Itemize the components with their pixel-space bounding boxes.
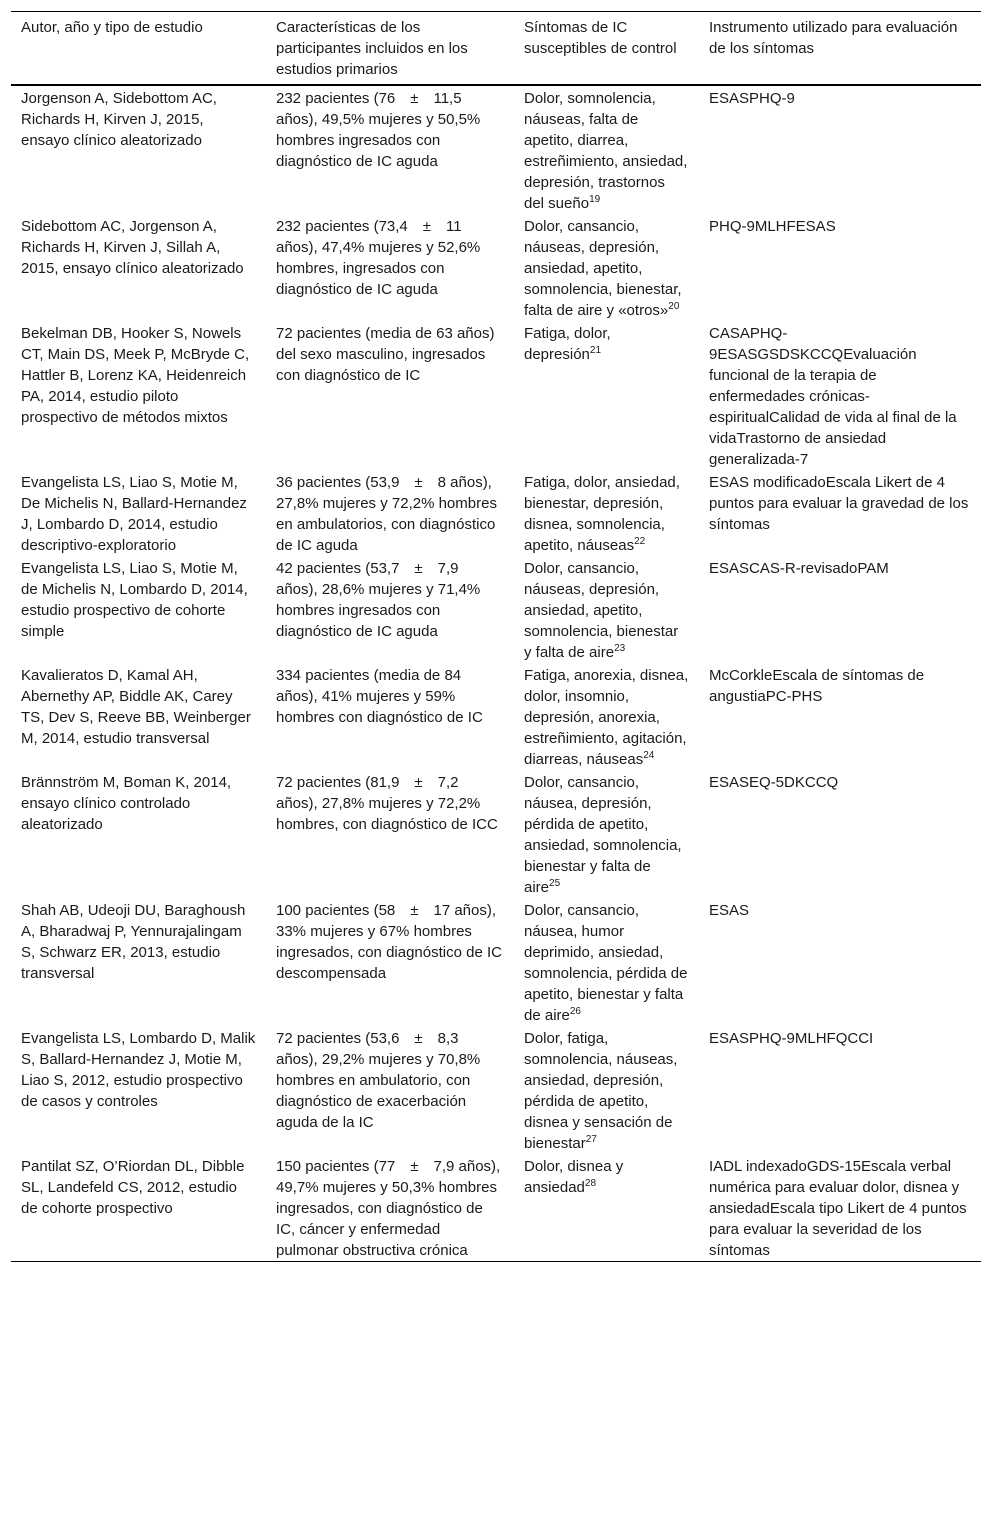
cell-instrument [699, 1026, 981, 1154]
reference-number: 27 [585, 1134, 597, 1145]
cell-text-participants: 36 pacientes (53,9 ± 8 años), 27,8% mujeres y 72,2% hombres en ambulatorios, con diagnóstico de IC aguda [276, 474, 497, 554]
table-row [11, 85, 981, 214]
cell-text-symptoms: Dolor, cansancio, náusea, depresión, pérdida de apetito, ansiedad, somnolencia, bienestar y falta de aire [524, 774, 682, 896]
cell-participants [266, 321, 514, 470]
cell-author [11, 321, 266, 470]
cell-text-instrument: McCorkleEscala de síntomas de angustiaPC-PHS [709, 667, 925, 705]
cell-text-symptoms: Dolor, somnolencia, náuseas, falta de apetito, diarrea, estreñimiento, ansiedad, depresión, trastornos del sueño [524, 90, 688, 212]
table-row [11, 556, 981, 663]
cell-instrument [699, 1154, 981, 1262]
cell-text-participants: 72 pacientes (53,6 ± 8,3 años), 29,2% mujeres y 70,8% hombres en ambulatorio, con diagnóstico de exacerbación aguda de la IC [276, 1030, 481, 1131]
cell-author [11, 556, 266, 663]
table-row [11, 770, 981, 898]
cell-author [11, 214, 266, 321]
cell-text-participants: 150 pacientes (77 ± 7,9 años), 49,7% mujeres y 50,3% hombres ingresados, con diagnóstico de IC, cáncer y enfermedad pulmonar obstructiva crónica [276, 1158, 501, 1259]
reference-number: 25 [549, 878, 561, 889]
cell-text-author: Evangelista LS, Liao S, Motie M, de Michelis N, Lombardo D, 2014, estudio prospectivo de cohorte simple [21, 560, 248, 640]
cell-symptoms [514, 1154, 699, 1262]
header-participants: Características de los participantes incluidos en los estudios primarios [266, 12, 514, 86]
cell-author [11, 85, 266, 214]
cell-text-participants: 232 pacientes (76 ± 11,5 años), 49,5% mujeres y 50,5% hombres ingresados con diagnóstico de IC aguda [276, 90, 481, 170]
cell-symptoms [514, 770, 699, 898]
cell-text-instrument: PHQ-9MLHFESAS [709, 218, 836, 235]
cell-text-author: Jorgenson A, Sidebottom AC, Richards H, Kirven J, 2015, ensayo clínico aleatorizado [21, 90, 217, 149]
cell-instrument [699, 770, 981, 898]
cell-symptoms [514, 663, 699, 770]
table-row [11, 214, 981, 321]
cell-text-symptoms: Fatiga, dolor, ansiedad, bienestar, depresión, disnea, somnolencia, apetito, náuseas [524, 474, 680, 554]
cell-text-instrument: CASAPHQ-9ESASGSDSKCCQEvaluación funcional de la terapia de enfermedades crónicas-espiritualCalidad de vida al final de la vidaTrastorno de ansiedad generalizada-7 [709, 325, 957, 468]
cell-participants [266, 214, 514, 321]
cell-text-symptoms: Fatiga, dolor, depresión [524, 325, 611, 363]
table-row [11, 470, 981, 556]
cell-text-instrument: IADL indexadoGDS-15Escala verbal numérica para evaluar dolor, disnea y ansiedadEscala tipo Likert de 4 puntos para evaluar la severidad de los síntomas [709, 1158, 967, 1259]
cell-text-participants: 42 pacientes (53,7 ± 7,9 años), 28,6% mujeres y 71,4% hombres ingresados con diagnóstico de IC aguda [276, 560, 481, 640]
studies-table-container [11, 11, 981, 1262]
cell-instrument [699, 470, 981, 556]
cell-text-author: Bekelman DB, Hooker S, Nowels CT, Main DS, Meek P, McBryde C, Hattler B, Lorenz KA, Heidenreich PA, 2014, estudio piloto prospectivo de métodos mixtos [21, 325, 250, 426]
cell-text-author: Pantilat SZ, O’Riordan DL, Dibble SL, Landefeld CS, 2012, estudio de cohorte prospectivo [21, 1158, 245, 1217]
cell-participants [266, 663, 514, 770]
cell-text-author: Shah AB, Udeoji DU, Baraghoush A, Bharadwaj P, Yennurajalingam S, Schwarz ER, 2013, estudio transversal [21, 902, 246, 982]
table-row [11, 1154, 981, 1262]
cell-instrument [699, 321, 981, 470]
cell-symptoms [514, 470, 699, 556]
cell-text-symptoms: Dolor, cansancio, náusea, humor deprimido, ansiedad, somnolencia, pérdida de apetito, bienestar y falta de aire [524, 902, 688, 1024]
cell-author [11, 470, 266, 556]
cell-instrument [699, 214, 981, 321]
cell-participants [266, 1026, 514, 1154]
cell-instrument [699, 85, 981, 214]
cell-text-instrument: ESASPHQ-9 [709, 90, 795, 107]
cell-text-participants: 72 pacientes (media de 63 años) del sexo masculino, ingresados con diagnóstico de IC [276, 325, 495, 384]
cell-text-symptoms: Dolor, cansancio, náuseas, depresión, ansiedad, apetito, somnolencia, bienestar, falta de aire y «otros» [524, 218, 682, 319]
cell-author [11, 770, 266, 898]
cell-text-instrument: ESAS modificadoEscala Likert de 4 puntos para evaluar la gravedad de los síntomas [709, 474, 969, 533]
reference-number: 21 [589, 345, 602, 356]
table-row [11, 321, 981, 470]
cell-participants [266, 770, 514, 898]
cell-symptoms [514, 321, 699, 470]
cell-author [11, 1026, 266, 1154]
cell-text-participants: 232 pacientes (73,4 ± 11 años), 47,4% mujeres y 52,6% hombres, ingresados con diagnóstico de IC aguda [276, 218, 481, 298]
cell-text-instrument: ESASPHQ-9MLHFQCCI [709, 1030, 874, 1047]
cell-text-author: Sidebottom AC, Jorgenson A, Richards H, Kirven J, Sillah A, 2015, ensayo clínico aleatorizado [21, 218, 244, 277]
studies-table [11, 11, 981, 1262]
cell-participants [266, 1154, 514, 1262]
cell-instrument [699, 556, 981, 663]
cell-participants [266, 556, 514, 663]
cell-text-author: Brännström M, Boman K, 2014, ensayo clínico controlado aleatorizado [21, 774, 232, 833]
cell-symptoms [514, 556, 699, 663]
cell-author [11, 898, 266, 1026]
table-row [11, 898, 981, 1026]
cell-instrument [699, 663, 981, 770]
header-instrument: Instrumento utilizado para evaluación de los síntomas [699, 12, 981, 86]
reference-number: 26 [569, 1006, 581, 1017]
cell-text-symptoms: Dolor, cansancio, náuseas, depresión, ansiedad, apetito, somnolencia, bienestar y falta de aire [524, 560, 679, 661]
cell-author [11, 663, 266, 770]
cell-participants [266, 470, 514, 556]
cell-text-author: Kavalieratos D, Kamal AH, Abernethy AP, Biddle AK, Carey TS, Dev S, Reeve BB, Weinberger M, 2014, estudio transversal [21, 667, 251, 747]
cell-text-instrument: ESASEQ-5DKCCQ [709, 774, 839, 791]
table-row [11, 1026, 981, 1154]
cell-text-instrument: ESASCAS-R-revisadoPAM [709, 560, 889, 577]
cell-symptoms [514, 214, 699, 321]
cell-participants [266, 85, 514, 214]
cell-instrument [699, 898, 981, 1026]
reference-number: 20 [668, 301, 680, 312]
cell-text-author: Evangelista LS, Lombardo D, Malik S, Ballard-Hernandez J, Motie M, Liao S, 2012, estudio prospectivo de casos y controles [21, 1030, 256, 1110]
table-row [11, 663, 981, 770]
reference-number: 24 [643, 750, 655, 761]
cell-text-symptoms: Fatiga, anorexia, disnea, dolor, insomnio, depresión, anorexia, estreñimiento, agitación, diarreas, náuseas [524, 667, 689, 768]
reference-number: 23 [614, 643, 626, 654]
table-header-row [11, 12, 981, 86]
cell-symptoms [514, 85, 699, 214]
cell-text-participants: 72 pacientes (81,9 ± 7,2 años), 27,8% mujeres y 72,2% hombres, con diagnóstico de ICC [276, 774, 498, 833]
cell-symptoms [514, 898, 699, 1026]
cell-text-participants: 334 pacientes (media de 84 años), 41% mujeres y 59% hombres con diagnóstico de IC [276, 667, 483, 726]
reference-number: 19 [589, 194, 601, 205]
cell-text-symptoms: Dolor, disnea y ansiedad [524, 1158, 624, 1196]
cell-participants [266, 898, 514, 1026]
cell-text-symptoms: Dolor, fatiga, somnolencia, náuseas, ansiedad, depresión, pérdida de apetito, disnea y sensación de bienestar [524, 1030, 678, 1152]
cell-text-author: Evangelista LS, Liao S, Motie M, De Michelis N, Ballard-Hernandez J, Lombardo D, 2014, estudio descriptivo-exploratorio [21, 474, 247, 554]
cell-text-instrument: ESAS [709, 902, 750, 919]
cell-symptoms [514, 1026, 699, 1154]
cell-author [11, 1154, 266, 1262]
reference-number: 28 [584, 1178, 597, 1189]
cell-text-participants: 100 pacientes (58 ± 17 años), 33% mujeres y 67% hombres ingresados, con diagnóstico de IC descompensada [276, 902, 502, 982]
reference-number: 22 [634, 536, 646, 547]
header-author: Autor, año y tipo de estudio [11, 12, 266, 86]
header-symptoms: Síntomas de IC susceptibles de control [514, 12, 699, 86]
